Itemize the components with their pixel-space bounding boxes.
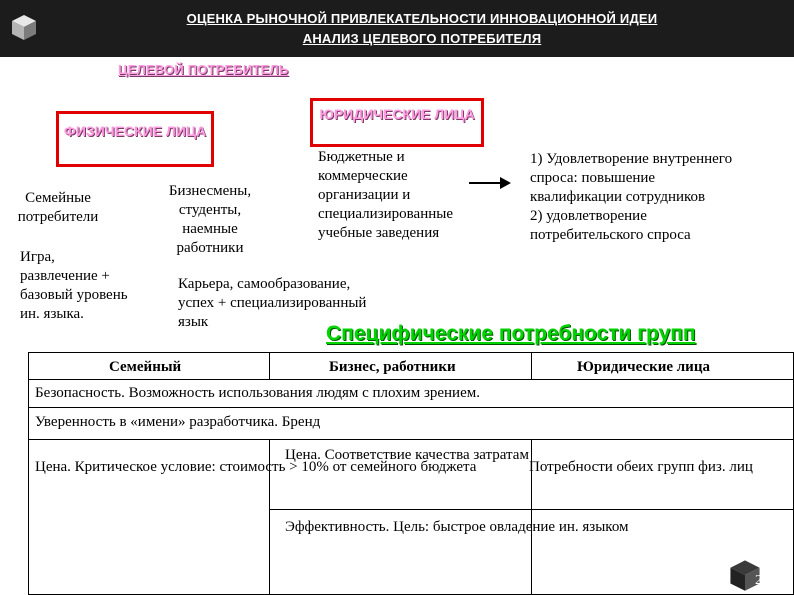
table-divider — [269, 509, 793, 510]
table-cell-business-price: Цена. Соответствие качества затратам — [285, 447, 529, 463]
legal-description-text: Бюджетные и коммерческие организации и специализированные учебные заведения — [318, 149, 453, 241]
cube-icon — [10, 13, 38, 41]
business-needs-text: Карьера, самообразование, успех + специализированный язык — [178, 276, 367, 330]
column-header-family: Семейный — [109, 359, 182, 375]
table-row: Безопасность. Возможность использования людям с плохим зрением. — [35, 385, 480, 401]
legal-needs-text: 1) Удовлетворение внутреннего спроса: повышение квалификации сотрудников 2) удовлетворение потребительского спроса — [530, 151, 733, 243]
family-consumers-text: Семейные потребители — [17, 190, 99, 225]
table-divider — [269, 353, 270, 379]
table-row: Уверенность в «имени» разработчика. Бренд — [35, 414, 321, 430]
table-cell-efficiency: Эффективность. Цель: быстрое овладение ин. языком — [285, 519, 629, 535]
column-header-legal: Юридические лица — [577, 359, 710, 375]
right-arrow-icon — [468, 176, 512, 190]
table-divider — [29, 439, 793, 440]
table-cell-legal-both-groups: Потребности обеих групп физ. лиц — [529, 459, 753, 475]
physical-persons-box: ФИЗИЧЕСКИЕ ЛИЦА — [56, 111, 214, 167]
needs-table — [28, 352, 794, 595]
table-cell-family-price: Цена. Критическое условие: стоимость > 10% от семейного бюджета — [35, 459, 477, 475]
column-header-business: Бизнес, работники — [329, 359, 456, 375]
specific-needs-heading: Специфические потребности групп — [326, 322, 696, 345]
slide-subtitle: АНАЛИЗ ЦЕЛЕВОГО ПОТРЕБИТЕЛЯ — [302, 31, 542, 46]
header-bar — [0, 0, 794, 57]
family-needs-text: Игра, развлечение + базовый уровень ин. языка. — [20, 249, 128, 322]
legal-entities-box: ЮРИДИЧЕСКИЕ ЛИЦА — [310, 98, 484, 147]
slide-title: ОЦЕНКА РЫНОЧНОЙ ПРИВЛЕКАТЕЛЬНОСТИ ИННОВАЦИОННОЙ ИДЕИ — [186, 11, 658, 26]
target-consumer-label: ЦЕЛЕВОЙ ПОТРЕБИТЕЛЬ — [118, 62, 289, 77]
table-divider — [531, 353, 532, 379]
business-consumers-text: Бизнесмены, студенты, наемные работники — [168, 183, 252, 256]
table-divider — [29, 379, 793, 380]
page-number: 2 — [755, 573, 762, 588]
table-divider — [29, 407, 793, 408]
